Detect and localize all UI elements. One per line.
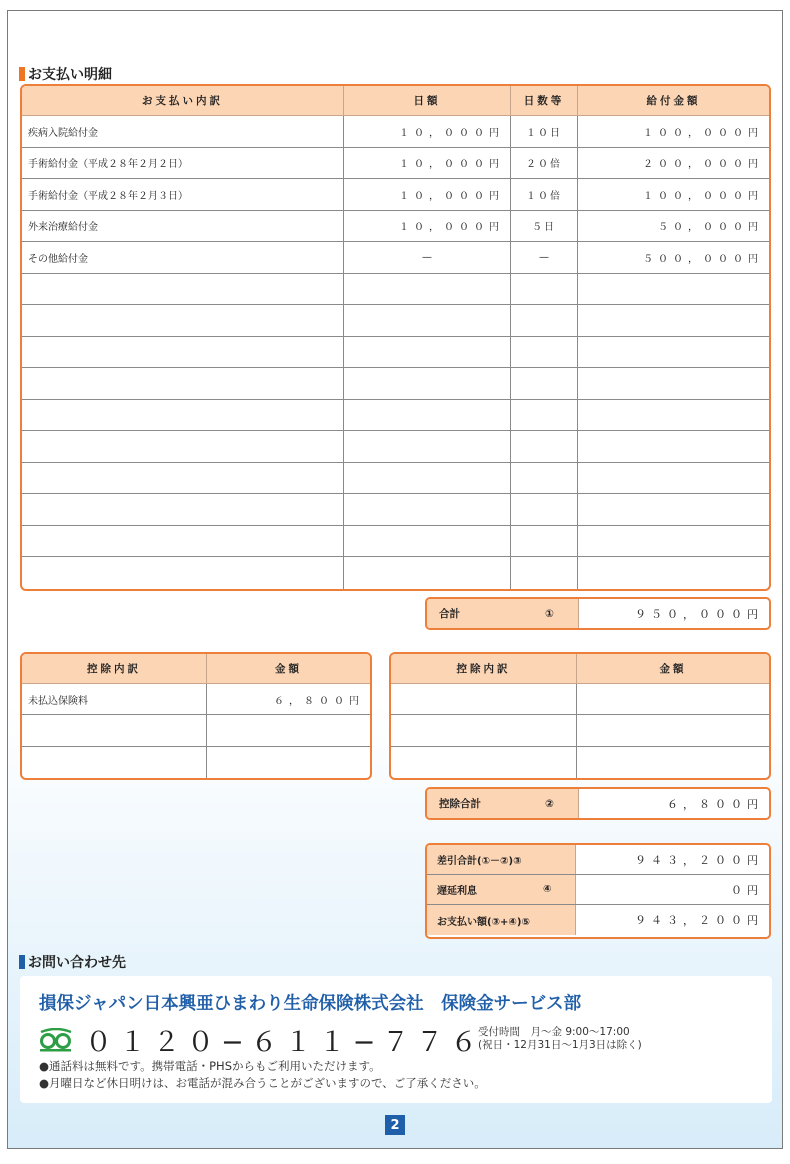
row-days — [511, 463, 578, 495]
deduction-amount — [207, 715, 370, 746]
row-benefit — [578, 526, 769, 558]
row-days — [511, 368, 578, 400]
row-breakdown: 手術給付金（平成２８年２月２日） — [22, 148, 344, 180]
row-breakdown: 外来治療給付金 — [22, 211, 344, 243]
row-breakdown — [22, 337, 344, 369]
deduction-left-header-breakdown: 控除内訳 — [22, 654, 207, 684]
row-breakdown — [22, 431, 344, 463]
row-benefit — [578, 494, 769, 526]
table-row — [22, 337, 769, 369]
blue-marker-icon — [19, 955, 25, 969]
row-days — [511, 337, 578, 369]
row-benefit: ５０，０００円 — [578, 211, 769, 243]
page — [7, 10, 783, 1149]
row-benefit — [578, 274, 769, 306]
deduction-total-marker: ② — [545, 797, 554, 810]
total-box — [425, 597, 771, 630]
deduction-table-left — [20, 652, 372, 780]
row-days — [511, 274, 578, 306]
contact-box — [20, 976, 772, 1103]
deduction-item: 未払込保険料 — [22, 684, 207, 715]
row-daily-amount — [344, 305, 511, 337]
row-breakdown — [22, 305, 344, 337]
header-daily-amount: 日額 — [344, 86, 511, 116]
row-benefit — [578, 400, 769, 432]
row-daily-amount: １０，０００円 — [344, 179, 511, 211]
row-breakdown — [22, 368, 344, 400]
deduction-item — [391, 747, 577, 778]
deduction-item — [22, 747, 207, 778]
row-daily-amount: １０，０００円 — [344, 116, 511, 148]
header-days: 日数等 — [511, 86, 578, 116]
row-breakdown — [22, 526, 344, 558]
row-days — [511, 526, 578, 558]
orange-marker-icon — [19, 67, 25, 81]
late-interest-label: 遅延利息 — [437, 886, 477, 897]
payment-section-title: お支払い明細 — [19, 64, 112, 84]
final-summary — [425, 843, 771, 939]
row-days — [511, 305, 578, 337]
row-benefit — [578, 368, 769, 400]
row-benefit: １００，０００円 — [578, 179, 769, 211]
deduction-left-header-amount: 金額 — [207, 654, 370, 684]
table-row — [22, 242, 769, 274]
deduction-right-header-amount: 金額 — [577, 654, 769, 684]
row-daily-amount — [344, 557, 511, 589]
table-row — [22, 526, 769, 558]
deduction-amount — [207, 747, 370, 778]
table-row — [22, 715, 370, 746]
row-daily-amount — [344, 274, 511, 306]
row-benefit — [578, 463, 769, 495]
deduction-amount — [577, 715, 769, 746]
payment-amount-label: お支払い額(③+④)⑤ — [427, 905, 576, 935]
deduction-table-right — [389, 652, 771, 780]
company-name: 損保ジャパン日本興亜ひまわり生命保険株式会社 保険金サービス部 — [39, 994, 582, 1014]
row-breakdown: 手術給付金（平成２８年２月３日） — [22, 179, 344, 211]
header-benefit-amount: 給付金額 — [578, 86, 769, 116]
row-days: １０日 — [511, 116, 578, 148]
late-interest-marker: ④ — [543, 884, 552, 895]
row-daily-amount: １０，０００円 — [344, 211, 511, 243]
row-daily-amount — [344, 368, 511, 400]
deduction-right-header-breakdown: 控除内訳 — [391, 654, 577, 684]
row-breakdown — [22, 494, 344, 526]
table-row — [22, 274, 769, 306]
row-benefit — [578, 557, 769, 589]
net-total-value: ９４３，２００円 — [635, 853, 763, 867]
row-days — [511, 400, 578, 432]
page-number: 2 — [385, 1115, 405, 1135]
total-marker: ① — [545, 607, 554, 620]
row-benefit — [578, 431, 769, 463]
row-breakdown: その他給付金 — [22, 242, 344, 274]
late-interest-row — [427, 875, 769, 905]
row-days — [511, 494, 578, 526]
row-daily-amount — [344, 431, 511, 463]
table-row — [22, 116, 769, 148]
table-row — [22, 431, 769, 463]
row-breakdown — [22, 463, 344, 495]
deduction-item — [391, 715, 577, 746]
row-days — [511, 431, 578, 463]
business-hours: 受付時間 月～金 9:00～17:00 (祝日・12月31日～1月3日は除く) — [478, 1026, 642, 1051]
row-benefit — [578, 305, 769, 337]
row-benefit — [578, 337, 769, 369]
note-holiday: ●月曜日など休日明けは、お電話が混み合うことがございますので、ご了承ください。 — [39, 1076, 486, 1090]
table-row — [391, 715, 769, 746]
row-benefit: １００，０００円 — [578, 116, 769, 148]
table-row — [22, 557, 769, 589]
row-breakdown — [22, 400, 344, 432]
table-row — [22, 179, 769, 211]
table-row — [22, 368, 769, 400]
net-total-label: 差引合計(①－②)③ — [427, 845, 576, 874]
phone-number[interactable]: ０１２０−６１１−７７６ — [85, 1027, 485, 1058]
table-row — [22, 148, 769, 180]
row-benefit: ５００，０００円 — [578, 242, 769, 274]
table-row — [22, 305, 769, 337]
note-toll-free: ●通話料は無料です。携帯電話・PHSからもご利用いただけます。 — [39, 1059, 381, 1073]
table-row — [391, 684, 769, 715]
contact-section-title: お問い合わせ先 — [19, 952, 126, 972]
payment-amount-value: ９４３，２００円 — [635, 914, 763, 927]
row-daily-amount — [344, 494, 511, 526]
payment-table — [20, 84, 771, 591]
row-breakdown: 疾病入院給付金 — [22, 116, 344, 148]
row-days — [511, 557, 578, 589]
row-breakdown — [22, 274, 344, 306]
row-daily-amount — [344, 463, 511, 495]
row-daily-amount — [344, 400, 511, 432]
net-total-row — [427, 845, 769, 875]
header-breakdown: お支払い内訳 — [22, 86, 344, 116]
table-row — [22, 494, 769, 526]
total-label: 合計 — [439, 608, 460, 620]
deduction-amount — [577, 684, 769, 715]
late-interest-value: ０円 — [731, 883, 763, 897]
row-days: １０倍 — [511, 179, 578, 211]
deduction-item — [22, 715, 207, 746]
deduction-total-box — [425, 787, 771, 820]
free-dial-icon — [39, 1028, 77, 1052]
row-daily-amount — [344, 337, 511, 369]
row-benefit: ２００，０００円 — [578, 148, 769, 180]
deduction-item — [391, 684, 577, 715]
table-row — [22, 400, 769, 432]
total-value: ９５０，０００円 — [635, 607, 763, 621]
row-daily-amount: １０，０００円 — [344, 148, 511, 180]
row-breakdown — [22, 557, 344, 589]
row-days: — — [511, 242, 578, 274]
deduction-total-value: ６，８００円 — [667, 797, 763, 811]
payment-table-header — [22, 86, 769, 116]
table-row — [391, 747, 769, 778]
table-row — [22, 463, 769, 495]
table-row — [22, 747, 370, 778]
deduction-amount: ６，８００円 — [207, 684, 370, 715]
row-days: ５日 — [511, 211, 578, 243]
table-row — [22, 684, 370, 715]
row-days: ２０倍 — [511, 148, 578, 180]
row-daily-amount: — — [344, 242, 511, 274]
deduction-amount — [577, 747, 769, 778]
deduction-total-label: 控除合計 — [439, 798, 481, 810]
payment-amount-row — [427, 905, 769, 935]
row-daily-amount — [344, 526, 511, 558]
table-row — [22, 211, 769, 243]
